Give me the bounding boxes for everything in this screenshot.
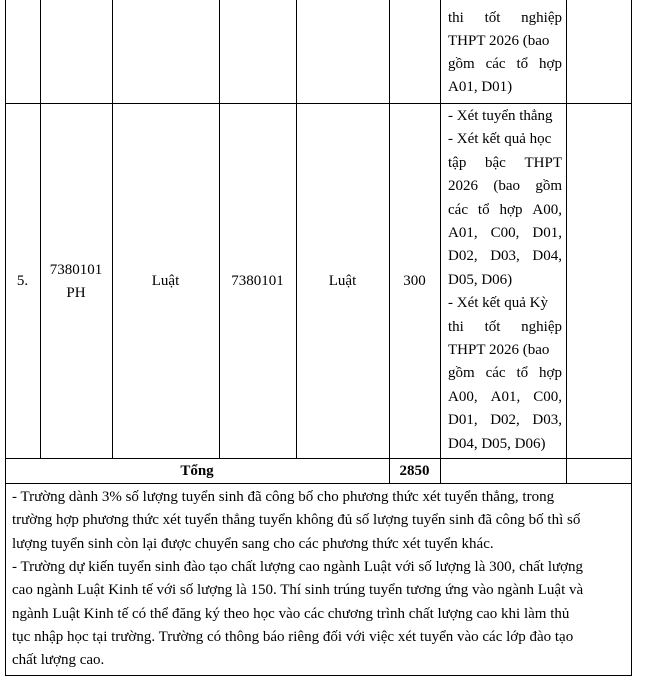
method-word: tổ	[516, 56, 529, 72]
column-border	[296, 0, 297, 459]
row5-stt: 5.	[16, 273, 29, 289]
method-text-line	[448, 30, 562, 53]
row5-code-line2: PH	[66, 285, 86, 301]
method-text-line	[448, 433, 562, 456]
row5-major-code: 7380101	[231, 273, 284, 289]
method-word: D04,	[532, 248, 562, 265]
total-value: 2850	[399, 463, 430, 479]
method-word: gồm	[448, 56, 475, 72]
method-word: tốt	[484, 10, 501, 26]
method-word: A01,	[490, 388, 521, 405]
method-word: gồm	[448, 365, 475, 382]
method-word: gồm	[535, 178, 562, 195]
method-word: hợp	[499, 201, 523, 218]
method-word: THPT	[524, 154, 562, 171]
method-text-line	[448, 339, 562, 362]
method-word: thi	[448, 318, 464, 335]
method-word: C00,	[490, 225, 520, 241]
method-text-line	[448, 292, 562, 315]
method-word: thi	[448, 10, 464, 26]
method-text-line	[448, 76, 562, 99]
table-left-border	[5, 0, 6, 676]
method-word: hợp	[539, 365, 562, 382]
row-border	[5, 103, 632, 104]
note-line: lượng tuyển sinh còn lại được chuyển sang cho các phương thức xét tuyển khác.	[12, 535, 494, 552]
method-text-line	[448, 222, 562, 245]
total-label: Tổng	[180, 463, 214, 479]
column-border	[566, 0, 567, 484]
method-word: - Xét kết quả học	[448, 131, 552, 148]
method-word: nghiệp	[521, 10, 562, 26]
method-word: D03,	[532, 412, 562, 429]
method-word: - Xét kết quả Kỳ	[448, 295, 548, 312]
row5-code-line1: 7380101	[49, 262, 103, 278]
method-text-line	[448, 7, 562, 30]
method-word: bậc	[485, 154, 506, 171]
note-line: - Trường dành 3% số lượng tuyển sinh đã công bố cho phương thức xét tuyển thẳng, trong	[12, 489, 555, 505]
method-text-line	[448, 128, 562, 151]
note-line: trường hợp phương thức xét tuyển thẳng tuyển không đủ số lượng tuyển sinh đã công bố thì số	[12, 512, 581, 529]
row-border	[5, 483, 632, 484]
method-word: D01,	[532, 225, 562, 241]
column-border	[219, 0, 220, 459]
method-text-line	[448, 105, 562, 128]
method-word: tổ	[516, 365, 529, 382]
method-word: D01,	[448, 412, 478, 429]
method-text-line	[448, 362, 562, 385]
method-text-line	[448, 53, 562, 76]
note-line: chất lượng cao.	[12, 652, 105, 669]
method-text-line	[448, 175, 562, 198]
method-word: các	[485, 365, 506, 382]
row-border	[5, 458, 632, 459]
method-text-line	[448, 245, 562, 268]
column-border	[440, 0, 441, 484]
method-word: D03,	[490, 248, 520, 265]
note-line: ngành Luật Kinh tế có thể đăng ký theo học vào các chương trình chất lượng cao khi làm thủ	[12, 605, 570, 622]
method-word: D05, D06)	[448, 271, 513, 288]
method-word: THPT 2026 (bao	[448, 33, 550, 49]
method-word: D04, D05, D06)	[448, 435, 546, 452]
method-word: 2026	[448, 178, 478, 195]
column-border	[112, 0, 113, 459]
method-word: A01,	[448, 225, 478, 241]
method-word: D02,	[490, 412, 520, 429]
table-right-border	[631, 0, 632, 676]
method-word: nghiệp	[521, 318, 562, 335]
note-line: cao ngành Luật Kinh tế với số lượng là 150. Thí sinh trúng tuyển tương ứng vào ngành Luật và	[12, 582, 584, 599]
note-line: tục nhập học tại trường. Trường có thông báo riêng đối với việc xét tuyển vào các lớp đào tạo	[12, 628, 574, 645]
column-border	[389, 0, 390, 484]
row5-major-name: Luật	[328, 273, 357, 289]
method-word: THPT 2026 (bao	[448, 342, 550, 358]
method-word: D02,	[448, 248, 478, 265]
row5-quota: 300	[403, 273, 426, 289]
method-word: A01, D01)	[448, 79, 513, 95]
table-bottom-border	[5, 675, 632, 676]
method-text-line	[448, 386, 562, 409]
method-text-line	[448, 316, 562, 339]
method-word: tập	[448, 154, 467, 171]
method-word: các	[448, 201, 468, 218]
method-text-line	[448, 199, 562, 222]
method-word: A00,	[532, 201, 562, 218]
note-line: - Trường dự kiến tuyển sinh đào tạo chất lượng cao ngành Luật với số lượng là 300, chất lượng	[12, 558, 584, 575]
method-word: tốt	[484, 318, 501, 335]
method-text-line	[448, 409, 562, 432]
method-word: (bao	[493, 178, 520, 195]
method-word: - Xét tuyển thẳng	[448, 108, 553, 124]
method-text-line	[448, 152, 562, 175]
method-text-line	[448, 269, 562, 292]
method-word: hợp	[539, 56, 562, 72]
column-border	[40, 0, 41, 459]
method-word: A00,	[448, 388, 478, 405]
method-word: tổ	[477, 201, 490, 218]
method-word: C00,	[533, 388, 562, 405]
method-word: các	[485, 56, 506, 72]
row5-name: Luật	[151, 273, 180, 289]
